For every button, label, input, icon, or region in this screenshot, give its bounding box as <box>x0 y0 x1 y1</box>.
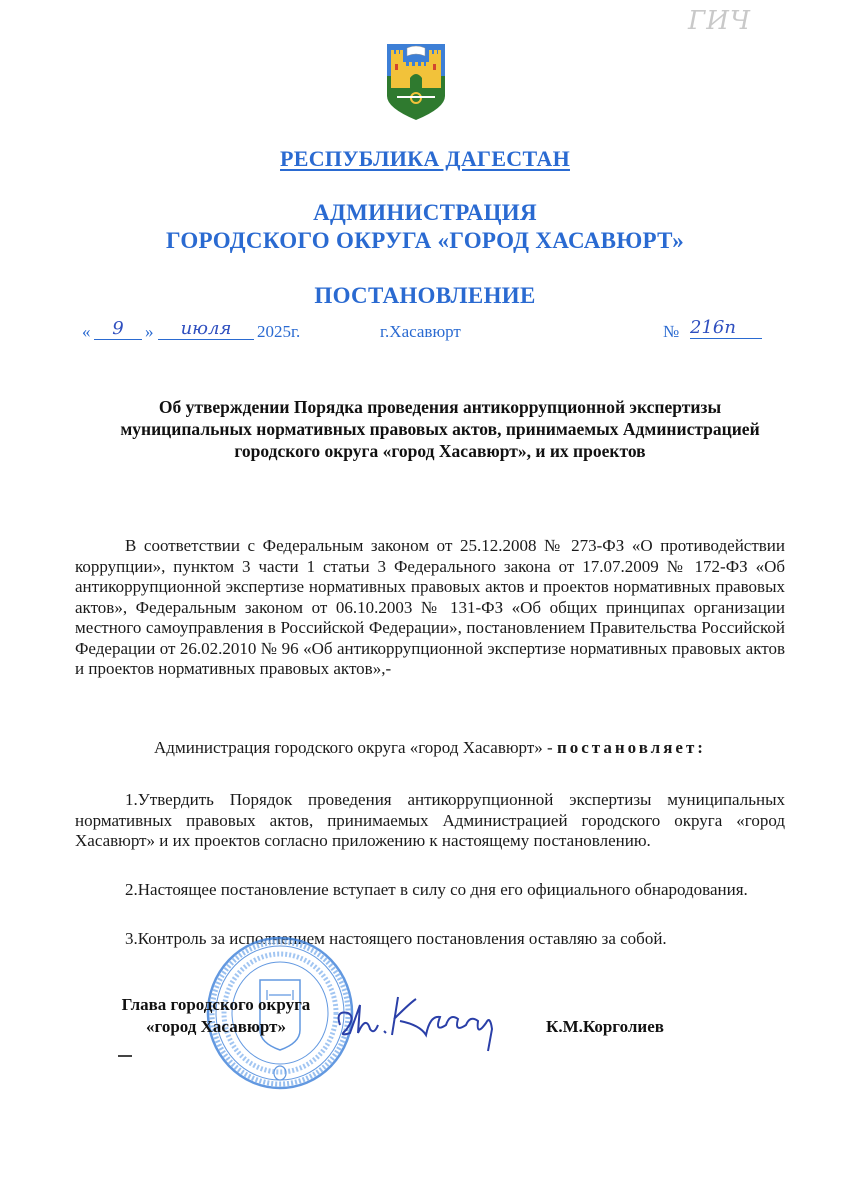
city-name: г.Хасавюрт <box>380 322 461 341</box>
margin-mark <box>118 1055 132 1057</box>
signatory-title-line2: «город Хасавюрт» <box>146 1017 286 1036</box>
date-month-handwritten: июля <box>158 318 254 340</box>
preamble-paragraph: В соответствии с Федеральным законом от 25.12.2008 № 273-ФЗ «О противодействии коррупции», пунктом 3 части 1 статьи 3 Федерального закона от 17.07.2009 № 172-ФЗ «Об антикоррупционной экспертизе нормативных правовых актов и проектов нормативных правовых актов», Федеральным законом от 06.10.2003 № 131-ФЗ «Об общих принципах организации местного самоуправления в Российской Федерации», постановлением Правительства Российской Федерации от 26.02.2010 № 96 «Об антикоррупционной экспертизе нормативных правовых актов и проектов нормативных правовых актов»,- <box>75 536 785 678</box>
item-3: 3.Контроль за исполнением настоящего постановления оставляю за собой. <box>125 929 667 948</box>
handwritten-note: ГИЧ <box>688 6 751 36</box>
resolves-intro: Администрация городского округа «город Хасавюрт» - <box>154 738 557 757</box>
resolves-word: постановляет: <box>556 738 706 757</box>
dateline <box>0 317 850 348</box>
date-quote-open: « <box>82 322 91 341</box>
administration-heading: АДМИНИСТРАЦИЯ <box>313 200 537 225</box>
signatory-title-line1: Глава городского округа <box>121 995 311 1014</box>
date-day-handwritten: 9 <box>94 318 142 340</box>
item-2: 2.Настоящее постановление вступает в силу со дня его официального обнародования. <box>125 880 748 899</box>
item-1: 1.Утвердить Порядок проведения антикоррупционной экспертизы муниципальных нормативных правовых актов, принимаемых Администрацией городского округа «город Хасавюрт» и их проектов согласно приложению к настоящему постановлению. <box>75 790 785 850</box>
date-quote-close: » <box>145 322 154 341</box>
handwritten-signature <box>330 985 510 1055</box>
signatory-title <box>102 994 330 1038</box>
document-type-heading: ПОСТАНОВЛЕНИЕ <box>314 283 536 308</box>
number-label: № <box>663 322 680 341</box>
coat-of-arms-emblem <box>385 42 447 122</box>
document-subject: Об утверждении Порядка проведения антикоррупционной экспертизы муниципальных нормативных правовых актов, принимаемых Администрацией городского округа «город Хасавюрт», и их проектов <box>120 397 760 461</box>
date-year: 2025г. <box>257 322 301 341</box>
document-number-handwritten: 216п <box>690 317 762 339</box>
signatory-name: К.М.Корголиев <box>546 1017 664 1036</box>
administration-subheading: ГОРОДСКОГО ОКРУГА «ГОРОД ХАСАВЮРТ» <box>166 228 684 253</box>
resolves-paragraph <box>75 738 785 759</box>
republic-heading: РЕСПУБЛИКА ДАГЕСТАН <box>280 146 570 171</box>
